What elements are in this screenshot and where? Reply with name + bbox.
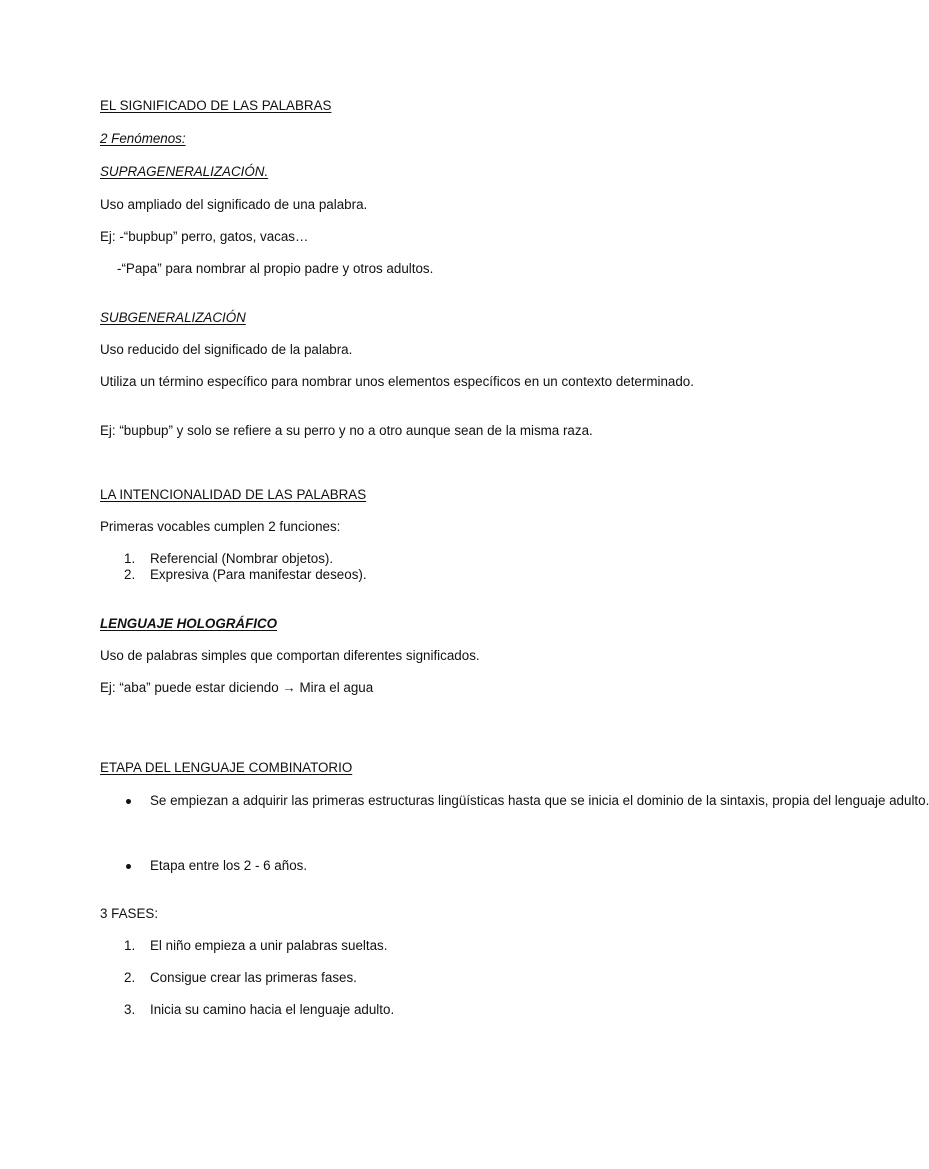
heading-combinatorio: ETAPA DEL LENGUAJE COMBINATORIO <box>100 760 353 775</box>
sub-definition: Uso reducido del significado de la palabra. <box>100 342 353 357</box>
list-item: Consigue crear las primeras fases. <box>150 970 357 985</box>
holografico-definition: Uso de palabras simples que comportan diferentes significados. <box>100 648 480 663</box>
list-number: 2. <box>124 567 136 582</box>
sub-example: Ej: “bupbup” y solo se refiere a su perro y no a otro aunque sean de la misma raza. <box>100 423 593 438</box>
list-item: Etapa entre los 2 - 6 años. <box>150 858 308 873</box>
list-item: Se empiezan a adquirir las primeras estructuras lingüísticas hasta que se inicia el dominio de la sintaxis, propia del lenguaje adulto. <box>150 793 929 808</box>
heading-intencionalidad: LA INTENCIONALIDAD DE LAS PALABRAS <box>100 487 367 502</box>
intencionalidad-intro: Primeras vocables cumplen 2 funciones: <box>100 519 341 534</box>
supra-definition: Uso ampliado del significado de una palabra. <box>100 197 368 212</box>
heading-holografico: LENGUAJE HOLOGRÁFICO <box>100 616 278 631</box>
bullet-icon <box>126 799 131 804</box>
bullet-icon <box>126 864 131 869</box>
list-number: 2. <box>124 970 136 985</box>
list-item: El niño empieza a unir palabras sueltas. <box>150 938 388 953</box>
holografico-example: Ej: “aba” puede estar diciendo → Mira el agua <box>100 680 374 695</box>
subtitle-fenomenos: 2 Fenómenos: <box>100 131 186 146</box>
heading-significado: EL SIGNIFICADO DE LAS PALABRAS <box>100 98 332 113</box>
sub-detail: Utiliza un término específico para nombrar unos elementos específicos en un contexto determinado. <box>100 374 694 389</box>
list-number: 1. <box>124 938 136 953</box>
list-item: Expresiva (Para manifestar deseos). <box>150 567 367 582</box>
list-item: Inicia su camino hacia el lenguaje adulto. <box>150 1002 395 1017</box>
supra-example-1: Ej: -“bupbup” perro, gatos, vacas… <box>100 229 309 244</box>
supra-example-2: -“Papa” para nombrar al propio padre y otros adultos. <box>117 261 434 276</box>
list-number: 1. <box>124 551 136 566</box>
list-number: 3. <box>124 1002 136 1017</box>
heading-supragenerализacion: SUPRAGENERALIZACIÓN. <box>100 164 269 179</box>
heading-subgeneralizacion: SUBGENERALIZACIÓN <box>100 310 246 325</box>
fases-label: 3 FASES: <box>100 906 159 921</box>
list-item: Referencial (Nombrar objetos). <box>150 551 334 566</box>
